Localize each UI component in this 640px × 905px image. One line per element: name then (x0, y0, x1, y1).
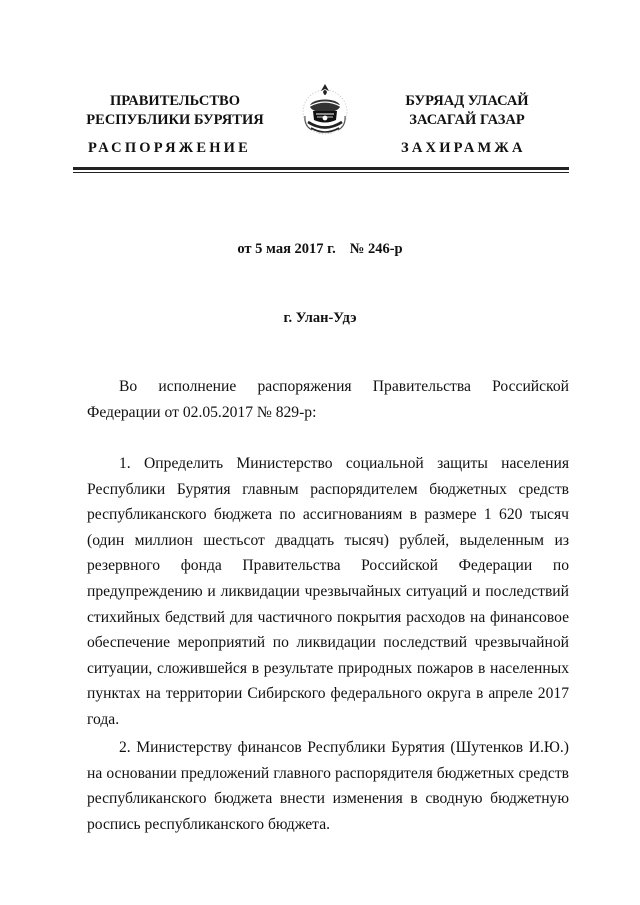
paragraph-1: 1. Определить Министерство социальной защиты населения Республики Бурятия главным распорядителем бюджетных средств республиканского бюджета по ассигнованиям в размере 1 620 тысяч (один миллион шестьсот двадцать тысяч) рублей, выделенным из резервного фонда Правительства Российской Федерации по предупреждению и ликвидации чрезвычайных ситуаций и последствий стихийных бедствий для частичного покрытия расходов на финансовое обеспечение мероприятий по ликвидации последствий чрезвычайной ситуации, сложившейся в результате природных пожаров в населенных пунктах на территории Сибирского федерального округа в апреле 2017 года. (87, 455, 569, 728)
doc-type-buryat: ЗАХИРАМЖА (401, 140, 526, 156)
document-date: от 5 мая 2017 г. (237, 241, 336, 257)
document-number: № 246-р (349, 241, 403, 257)
government-name-line1: ПРАВИТЕЛЬСТВО (110, 93, 240, 109)
doc-type-russian: РАСПОРЯЖЕНИЕ (88, 140, 252, 156)
header-divider-thin (73, 172, 569, 173)
document-dateline (0, 241, 640, 258)
header-left-block (80, 92, 270, 130)
paragraph-2: 2. Министерству финансов Республики Бурятия (Шутенков И.Ю.) на основании предложений главного распорядителя бюджетных средств республиканского бюджета внести изменения в сводную бюджетную роспись республиканского бюджета. (87, 739, 569, 833)
coat-of-arms-icon (296, 76, 354, 146)
document-city: г. Улан-Удэ (283, 310, 357, 326)
government-name-buryat-line1: БУРЯАД УЛАСАЙ (405, 93, 529, 109)
government-name-line2: РЕСПУБЛИКИ БУРЯТИЯ (86, 112, 264, 128)
intro-paragraph: Во исполнение распоряжения Правительства Российской Федерации от 02.05.2017 № 829-р: (87, 378, 569, 421)
government-name-buryat-line2: ЗАСАГАЙ ГАЗАР (409, 112, 525, 128)
header-right-block (372, 92, 562, 130)
header-divider-thick (73, 167, 569, 170)
